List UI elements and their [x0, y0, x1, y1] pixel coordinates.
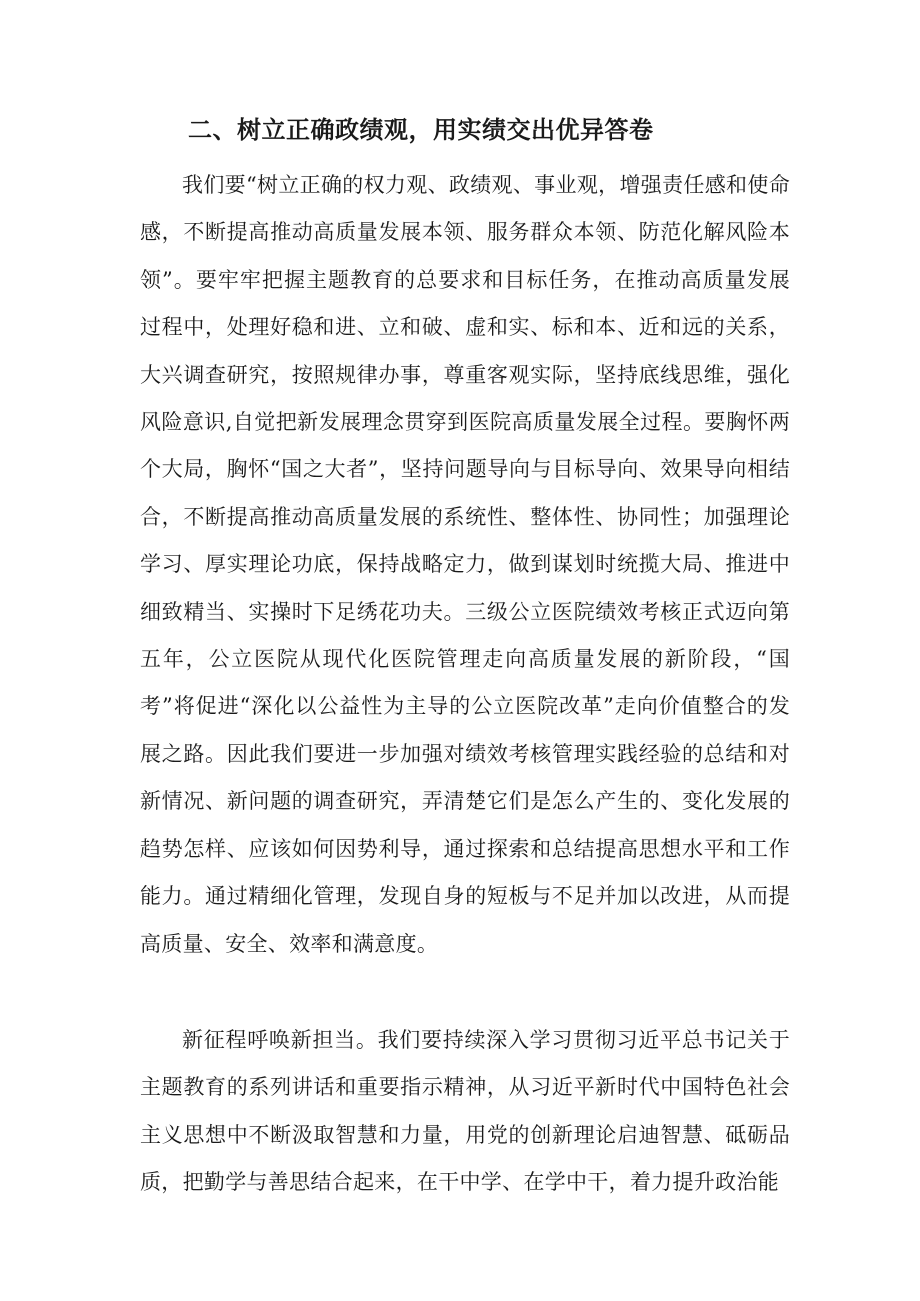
body-paragraph-2: 新征程呼唤新担当。我们要持续深入学习贯彻习近平总书记关于主题教育的系列讲话和重要指示精神，从习近平新时代中国特色社会主义思想中不断汲取智慧和力量，用党的创新理论启迪智慧、砥砺品质，把勤学与善思结合起来，在干中学、在学中干，着力提升政治能: [140, 1028, 790, 1195]
section-heading: 二、树立正确政绩观，用实绩交出优异答卷: [188, 116, 654, 144]
body-paragraph-1: 我们要“树立正确的权力观、政绩观、事业观，增强责任感和使命感，不断提高推动高质量发展本领、服务群众本领、防范化解风险本领”。要牢牢把握主题教育的总要求和目标任务，在推动高质量发展过程中，处理好稳和进、立和破、虚和实、标和本、近和远的关系，大兴调查研究，按照规律办事，尊重客观实际，坚持底线思维，强化风险意识,自觉把新发展理念贯穿到医院高质量发展全过程。要胸怀两个大局，胸怀“国之大者”，坚持问题导向与目标导向、效果导向相结合，不断提高推动高质量发展的系统性、整体性、协同性；加强理论学习、厚实理论功底，保持战略定力，做到谋划时统揽大局、推进中细致精当、实操时下足绣花功夫。三级公立医院绩效考核正式迈向第五年，公立医院从现代化医院管理走向高质量发展的新阶段，“国考”将促进“深化以公益性为主导的公立医院改革”走向价值整合的发展之路。因此我们要进一步加强对绩效考核管理实践经验的总结和对新情况、新问题的调查研究，弄清楚它们是怎么产生的、变化发展的趋势怎样、应该如何因势利导，通过探索和总结提高思想水平和工作能力。通过精细化管理，发现自身的短板与不足并加以改进，从而提高质量、安全、效率和满意度。: [140, 173, 790, 956]
